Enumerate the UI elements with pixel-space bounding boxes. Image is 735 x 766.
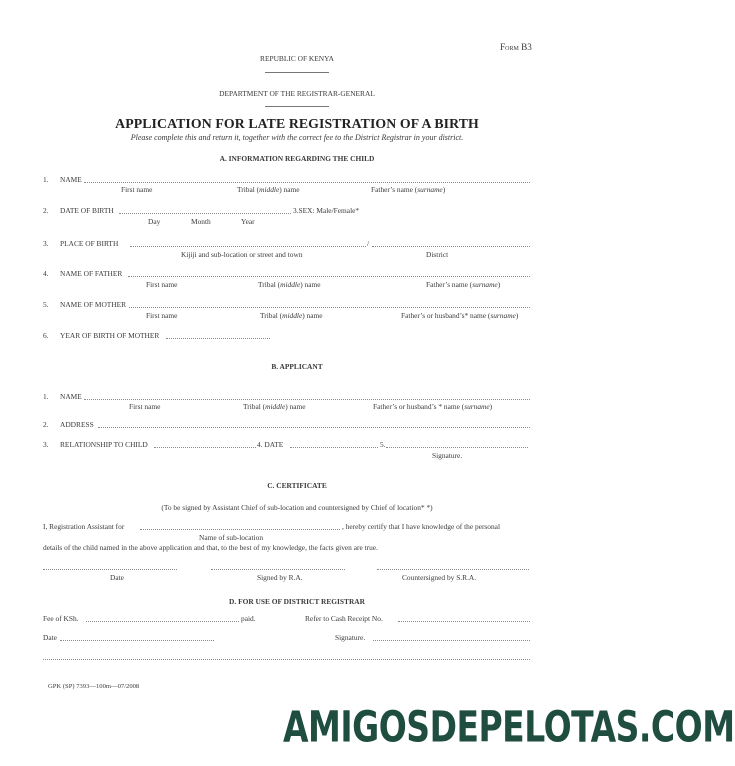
fee-label: Fee of KSh. [43, 614, 79, 623]
a4-label: NAME OF FATHER [60, 269, 123, 278]
paid-label: paid. [241, 614, 256, 623]
b3-number: 3. [43, 440, 49, 449]
a1-number: 1. [43, 175, 49, 184]
sex-field[interactable]: 3.SEX: Male/Female* [293, 206, 360, 215]
b1-first-name: First name [129, 402, 161, 411]
a4-number: 4. [43, 269, 49, 278]
section-c-heading: C. CERTIFICATE [267, 481, 327, 490]
ra-signature-caption: Signed by R.A. [257, 573, 303, 582]
fee-amount-field[interactable] [86, 621, 239, 622]
a5-first-name: First name [146, 311, 178, 320]
applicant-date-field[interactable] [290, 447, 378, 448]
ra-signature-field[interactable] [211, 569, 345, 570]
a4-surname: Father’s name (surname) [426, 280, 501, 289]
b1-surname: Father’s or husband’s * name (surname) [373, 402, 493, 411]
form-title: APPLICATION FOR LATE REGISTRATION OF A BIRTH [115, 116, 479, 131]
certificate-line2: details of the child named in the above application and that, to the best of my knowledge, the facts given are true. [43, 543, 378, 552]
a2-number: 2. [43, 206, 49, 215]
section-b-heading: B. APPLICANT [271, 362, 323, 371]
b1-number: 1. [43, 392, 49, 401]
b1-tribal-name: Tribal (middle) name [243, 402, 306, 411]
a6-number: 6. [43, 331, 49, 340]
certificate-date-caption: Date [110, 573, 124, 582]
header-divider-1 [265, 72, 329, 73]
a4-first-name: First name [146, 280, 178, 289]
a5-surname: Father’s or husband’s* name (surname) [401, 311, 519, 320]
registrar-signature-field[interactable] [373, 640, 530, 641]
header-divider-2 [265, 106, 329, 107]
republic-heading: REPUBLIC OF KENYA [260, 54, 334, 63]
date-of-birth-field[interactable] [119, 213, 291, 214]
section-a-heading: A. INFORMATION REGARDING THE CHILD [219, 154, 375, 163]
a2-month: Month [191, 217, 211, 226]
a1-first-name: First name [121, 185, 153, 194]
certificate-line1-end: , hereby certify that I have knowledge of the personal [342, 522, 501, 531]
a4-tribal-name: Tribal (middle) name [258, 280, 321, 289]
b2-number: 2. [43, 420, 49, 429]
a5-tribal-name: Tribal (middle) name [260, 311, 323, 320]
form-number: Form B3 [500, 42, 532, 52]
sub-location-field[interactable] [140, 529, 340, 530]
applicant-address-field[interactable] [98, 427, 530, 428]
form-subtitle: Please complete this and return it, together with the correct fee to the District Registrar in your district. [130, 133, 464, 142]
registrar-signature-label: Signature. [335, 633, 366, 642]
registrar-date-label: Date [43, 633, 57, 642]
mother-name-field[interactable] [129, 307, 530, 308]
b1-label: NAME [60, 392, 82, 401]
father-name-field[interactable] [128, 276, 530, 277]
sub-location-caption: Name of sub-location [199, 533, 264, 542]
b4-date-label: 4. DATE [257, 440, 284, 449]
district-field[interactable] [372, 246, 530, 247]
a5-label: NAME OF MOTHER [60, 300, 127, 309]
receipt-number-field[interactable] [398, 621, 530, 622]
department-heading: DEPARTMENT OF THE REGISTRAR-GENERAL [219, 89, 375, 98]
a2-year: Year [241, 217, 255, 226]
b3-label: RELATIONSHIP TO CHILD [60, 440, 148, 449]
b2-label: ADDRESS [60, 420, 94, 429]
a1-label: NAME [60, 175, 82, 184]
relationship-field[interactable] [154, 447, 256, 448]
a3-district-caption: District [426, 250, 449, 259]
applicant-name-field[interactable] [84, 399, 530, 400]
section-d-heading: D. FOR USE OF DISTRICT REGISTRAR [229, 597, 365, 606]
certificate-line1-start: I, Registration Assistant for [43, 522, 125, 531]
a2-day: Day [148, 217, 161, 226]
child-name-field[interactable] [84, 182, 530, 183]
mother-birth-year-field[interactable] [166, 338, 270, 339]
place-of-birth-field[interactable] [130, 246, 366, 247]
a1-surname: Father’s name (surname) [371, 185, 446, 194]
footer-print-code: GPK (SP) 7393—100m—07/2008 [48, 683, 140, 690]
a5-number: 5. [43, 300, 49, 309]
sra-signature-caption: Countersigned by S.R.A. [402, 573, 477, 582]
a6-label: YEAR OF BIRTH OF MOTHER [60, 331, 160, 340]
b5-number: 5. [380, 440, 386, 449]
a3-location-caption: Kijiji and sub-location or street and town [181, 250, 303, 259]
a3-number: 3. [43, 239, 49, 248]
a1-tribal-name: Tribal (middle) name [237, 185, 300, 194]
applicant-signature-field[interactable] [386, 447, 528, 448]
a3-slash: / [367, 239, 370, 248]
registrar-date-field[interactable] [60, 640, 214, 641]
certificate-note: (To be signed by Assistant Chief of sub-location and countersigned by Chief of location* *) [161, 503, 433, 512]
receipt-label: Refer to Cash Receipt No. [305, 614, 383, 623]
extra-notes-field[interactable] [43, 659, 530, 660]
a2-label: DATE OF BIRTH [60, 206, 114, 215]
certificate-date-field[interactable] [43, 569, 177, 570]
b5-signature-caption: Signature. [432, 451, 463, 460]
sra-signature-field[interactable] [377, 569, 529, 570]
a3-label: PLACE OF BIRTH [60, 239, 119, 248]
watermark-logo: AMIGOSDEPELOTAS.COM [283, 701, 735, 752]
